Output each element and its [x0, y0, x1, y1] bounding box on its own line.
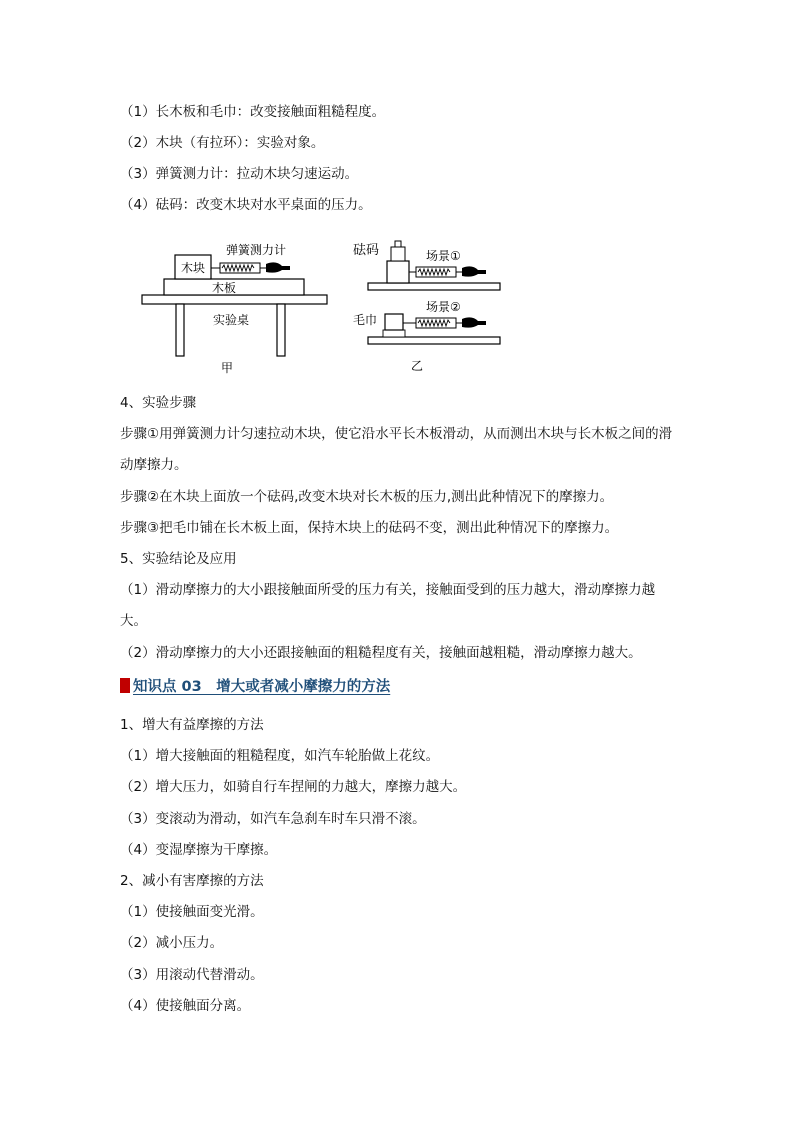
- section-title: 4、实验步骤: [120, 395, 197, 411]
- label-board: 木板: [211, 281, 237, 295]
- figure-yi: [353, 241, 500, 373]
- list-item: （4）变湿摩擦为干摩擦。: [120, 842, 278, 858]
- label-table: 实验桌: [212, 313, 250, 327]
- paragraph-conclusion2: （2）滑动摩擦力的大小还跟接触面的粗糙程度有关，接触面越粗糙，滑动摩擦力越大。: [120, 645, 642, 661]
- paragraph-step1: 步骤①用弹簧测力计匀速拉动木块，使它沿水平长木板滑动，从而测出木块与长木板之间的滑动摩擦力。: [120, 426, 673, 473]
- caption-jia: 甲: [220, 361, 234, 375]
- list-item: （1）增大接触面的粗糙程度，如汽车轮胎做上花纹。: [120, 748, 440, 764]
- paragraph-step3: 步骤③把毛巾铺在长木板上面，保持木块上的砝码不变，测出此种情况下的摩擦力。: [120, 520, 619, 536]
- list-item: （4）砝码：改变木块对水平桌面的压力。: [120, 197, 372, 213]
- section-title: 2、减小有害摩擦的方法: [120, 873, 264, 889]
- knowledge-heading: [120, 674, 390, 696]
- caption-yi: 乙: [410, 359, 424, 373]
- heading-text: 知识点 03 增大或者减小摩擦力的方法: [133, 678, 391, 695]
- label-scene1: 场景①: [426, 249, 461, 263]
- section-title: 1、增大有益摩擦的方法: [120, 717, 264, 733]
- list-item: （1）长木板和毛巾：改变接触面粗糙程度。: [120, 104, 386, 120]
- list-item: （3）弹簧测力计：拉动木块匀速运动。: [120, 166, 359, 182]
- list-item: （2）木块（有拉环）：实验对象。: [120, 135, 325, 151]
- list-item: （1）使接触面变光滑。: [120, 904, 264, 920]
- figure-jia: [142, 242, 327, 375]
- list-item: （3）变滚动为滑动，如汽车急刹车时车只滑不滚。: [120, 811, 426, 827]
- label-towel: 毛巾: [353, 313, 378, 327]
- section-title: 5、实验结论及应用: [120, 551, 237, 567]
- label-block: 木块: [180, 261, 206, 275]
- label-weight: 砝码: [353, 243, 380, 258]
- experiment-figure: [120, 232, 520, 382]
- list-item: （2）减小压力。: [120, 935, 224, 951]
- label-scene2: 场景②: [426, 300, 461, 314]
- list-item: （4）使接触面分离。: [120, 998, 251, 1014]
- heading-marker: [120, 678, 130, 693]
- list-item: （2）增大压力，如骑自行车捏闸的力越大，摩擦力越大。: [120, 779, 467, 795]
- paragraph-conclusion1: （1）滑动摩擦力的大小跟接触面所受的压力有关，接触面受到的压力越大，滑动摩擦力越大。: [120, 582, 656, 629]
- paragraph-step2: 步骤②在木块上面放一个砝码,改变木块对长木板的压力,测出此种情况下的摩擦力。: [120, 489, 614, 505]
- list-item: （3）用滚动代替滑动。: [120, 967, 264, 983]
- label-spring: 弹簧测力计: [226, 243, 287, 257]
